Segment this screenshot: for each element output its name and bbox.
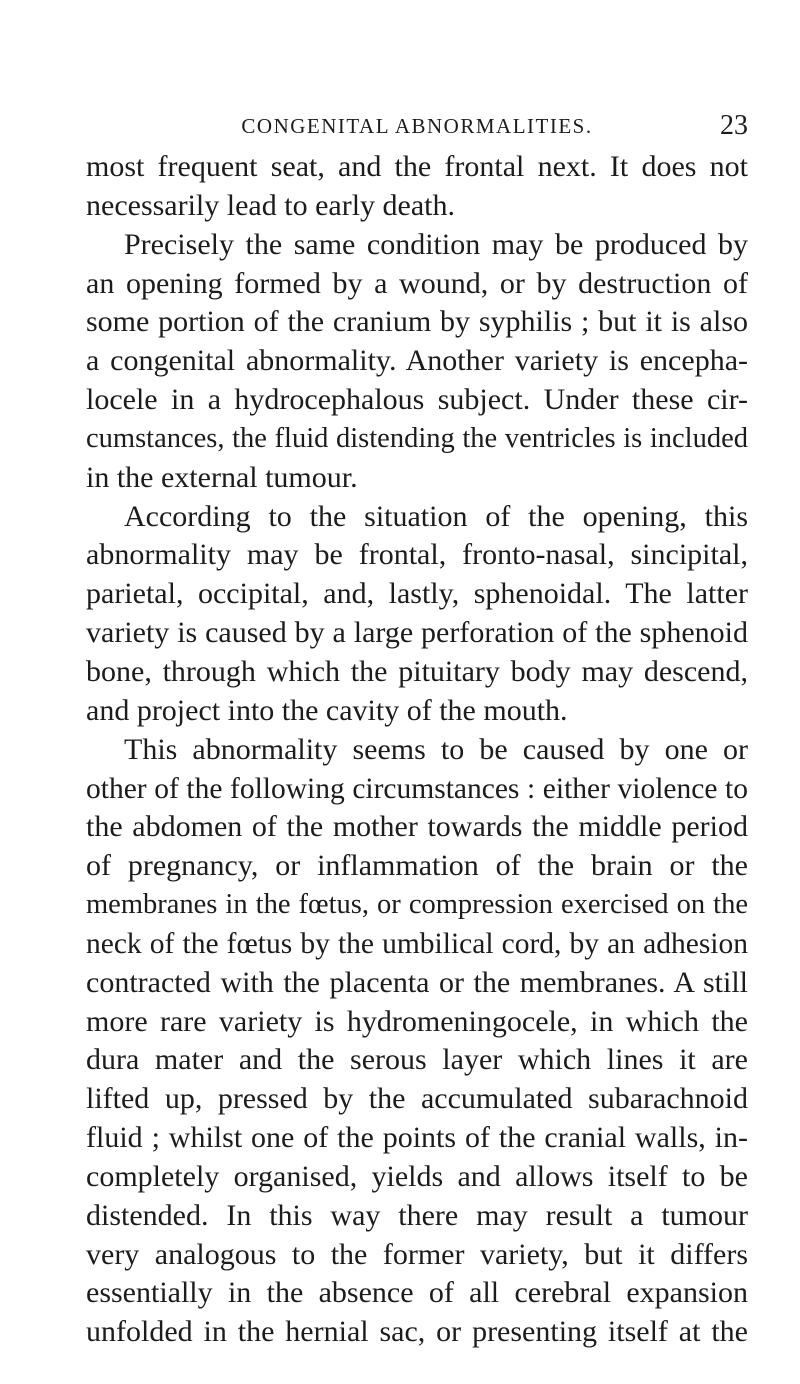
text-line: abnormality may be frontal, fronto-nasal, sincipital, xyxy=(86,538,748,572)
text-line: contracted with the placenta or the membranes. A still xyxy=(86,965,748,999)
text-line: dura mater and the serous layer which lines it are xyxy=(86,1043,748,1077)
page-number: 23 xyxy=(720,110,748,141)
body-text xyxy=(86,148,748,1352)
text-line: membranes in the fœtus, or compression exercised on the xyxy=(86,889,748,921)
text-line: an opening formed by a wound, or by destruction of xyxy=(86,266,748,300)
text-line: most frequent seat, and the frontal next. It does not xyxy=(86,150,748,183)
text-line: essentially in the absence of all cerebral expansion xyxy=(86,1276,748,1310)
text-line: other of the following circumstances : either violence to xyxy=(86,772,748,805)
text-line: lifted up, pressed by the accumulated subarachnoid xyxy=(86,1082,748,1116)
text-line: the abdomen of the mother towards the middle period xyxy=(86,810,748,844)
text-line: more rare variety is hydromeningocele, in which the xyxy=(86,1004,748,1038)
text-line: distended. In this way there may result a tumour xyxy=(86,1198,748,1232)
text-line: some portion of the cranium by syphilis ; but it is also xyxy=(86,305,748,339)
text-line: bone, through which the pituitary body may descend, xyxy=(86,654,748,688)
text-line: completely organised, yields and allows itself to be xyxy=(86,1159,748,1193)
text-line: Precisely the same condition may be produced by xyxy=(124,227,748,261)
text-line: locele in a hydrocephalous subject. Under these cir- xyxy=(86,383,748,417)
text-line: parietal, occipital, and, lastly, sphenoidal. The latter xyxy=(86,577,748,611)
text-line: necessarily lead to early death. xyxy=(86,188,455,222)
text-line: cumstances, the fluid distending the ventricles is included xyxy=(86,422,748,454)
running-title: CONGENITAL ABNORMALITIES. xyxy=(241,114,593,138)
text-line: a congenital abnormality. Another variety is encepha- xyxy=(86,344,748,378)
text-line: unfolded in the hernial sac, or presenting itself at the xyxy=(86,1315,748,1349)
text-line: of pregnancy, or inflammation of the brain or the xyxy=(86,849,748,883)
text-line: This abnormality seems to be caused by one or xyxy=(124,732,748,766)
running-head xyxy=(86,112,748,140)
text-line: in the external tumour. xyxy=(86,460,358,494)
text-line: neck of the fœtus by the umbilical cord, by an adhesion xyxy=(86,927,748,960)
text-line: variety is caused by a large perforation of the sphenoid xyxy=(86,616,748,650)
text-line: and project into the cavity of the mouth. xyxy=(86,693,568,727)
text-line: fluid ; whilst one of the points of the cranial walls, in- xyxy=(86,1121,748,1155)
text-line: According to the situation of the opening, this xyxy=(124,499,748,533)
text-line: very analogous to the former variety, but it differs xyxy=(86,1237,748,1271)
